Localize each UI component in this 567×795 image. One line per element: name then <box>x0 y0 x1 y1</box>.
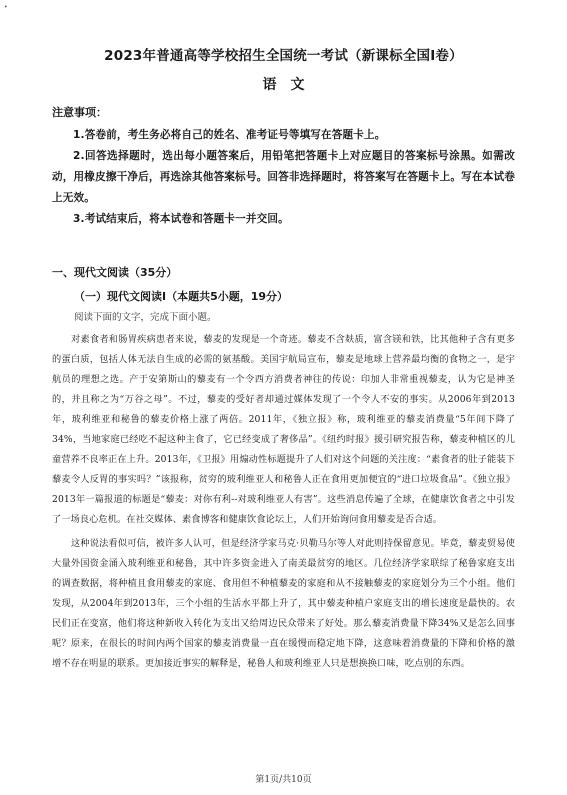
note-item: 3.考试结束后，将本试卷和答题卡一并交回。 <box>73 213 289 225</box>
page-number: 第1页/共10页 <box>255 775 312 785</box>
section-heading: 一、现代文阅读（35分） <box>52 266 178 279</box>
notes-heading: 注意事项： <box>52 106 107 119</box>
notes-block <box>52 104 515 230</box>
note-item: 2.回答选择题时，选出每小题答案后，用铅笔把答题卡上对应题目的答案标号涂黑。如需改动，用橡皮擦干净后，再选涂其他答案标号。回答非选择题时，将答案写在答题卡上。写在本试卷上无效。 <box>52 150 515 204</box>
reading-passage <box>52 330 515 674</box>
passage-paragraph: 这种说法看似可信，被许多人认可，但是经济学家马克·贝勒马尔等人对此则持保留意见。毕竟，藜麦贸易使大量外国资金涌入玻利维亚和秘鲁，其中许多资金进入了南美最贫穷的地区。几位经济学家联综了秘鲁家庭支出的调查数据，将种植且食用藜麦的家庭、食用但不种植藜麦的家庭和从不接触藜麦的家庭划分为三个小组。他们发现，从2004年到2013年，三个小组的生活水平都上升了，其中藜麦种植户家庭支出的增长速度是最快的。农民们正在变富，他们将这种新收入转化为支出又给周边民众带来了好处。那么藜麦消费量下降34%又是怎么回事呢？原来，在很长的时间内两个国家的藜麦消费量一直在缓慢而稳定地下降，这意味着消费量的下降和价格的激增不存在明显的联系。更加接近事实的解释是，秘鲁人和玻利维亚人只是想换换口味，吃点别的东西。 <box>52 538 515 669</box>
corner-mark: • <box>4 4 8 11</box>
reading-instruction: 阅读下面的文字，完成下面小题。 <box>74 312 217 323</box>
exam-title: 2023年普通高等学校招生全国统一考试（新课标全国Ⅰ卷） <box>104 48 463 64</box>
subsection-heading: （一）现代文阅读Ⅰ（本题共5小题，19分） <box>74 290 289 303</box>
passage-paragraph: 对素食者和肠胃疾病患者来说，藜麦的发现是一个奇迹。藜麦不含麸质，富含镁和铁，比其他种子含有更多的蛋白质，包括人体无法自生成的必需的氨基酸。美国宇航局宣布，藜麦是地球上营养最均衡的食物之一，是宇航员的理想之选。产于安第斯山的藜麦有一个令西方消费者神往的传说：印加人非常重视藜麦，认为它是神圣的，并且称之为“万谷之母”。不过，藜麦的受好者却通过媒体发现了一个令人不安的事实。从2006年到2013年，玻利维亚和秘鲁的藜麦价格上涨了两倍。2011年，《独立报》称，玻利维亚的藜麦消费量“5年间下降了34%，当地家庭已经吃不起这种主食了，它已经变成了奢侈品”。《纽约时报》援引研究报告称，藜麦种植区的儿童营养不良率正在上升。2013年，《卫报》用煽动性标题提升了人们对这个问题的关注度：“素食者的肚子能装下藜麦令人反胃的事实吗？”该报称，贫穷的玻利维亚人和秘鲁人正在食用更加便宜的“进口垃圾食品”。《独立报》2013年一篇报道的标题是“藜麦：对你有利--对玻利维亚人有害”。这些消息传遍了全球，在健康饮食者之中引发了一场良心危机。在社交媒体、素食博客和健康饮食论坛上，人们开始询问食用藜麦是否合适。 <box>52 334 515 525</box>
note-item: 1.答卷前，考生务必将自己的姓名、准考证号等填写在答题卡上。 <box>73 129 386 141</box>
subject-title: 语文 <box>262 77 319 93</box>
